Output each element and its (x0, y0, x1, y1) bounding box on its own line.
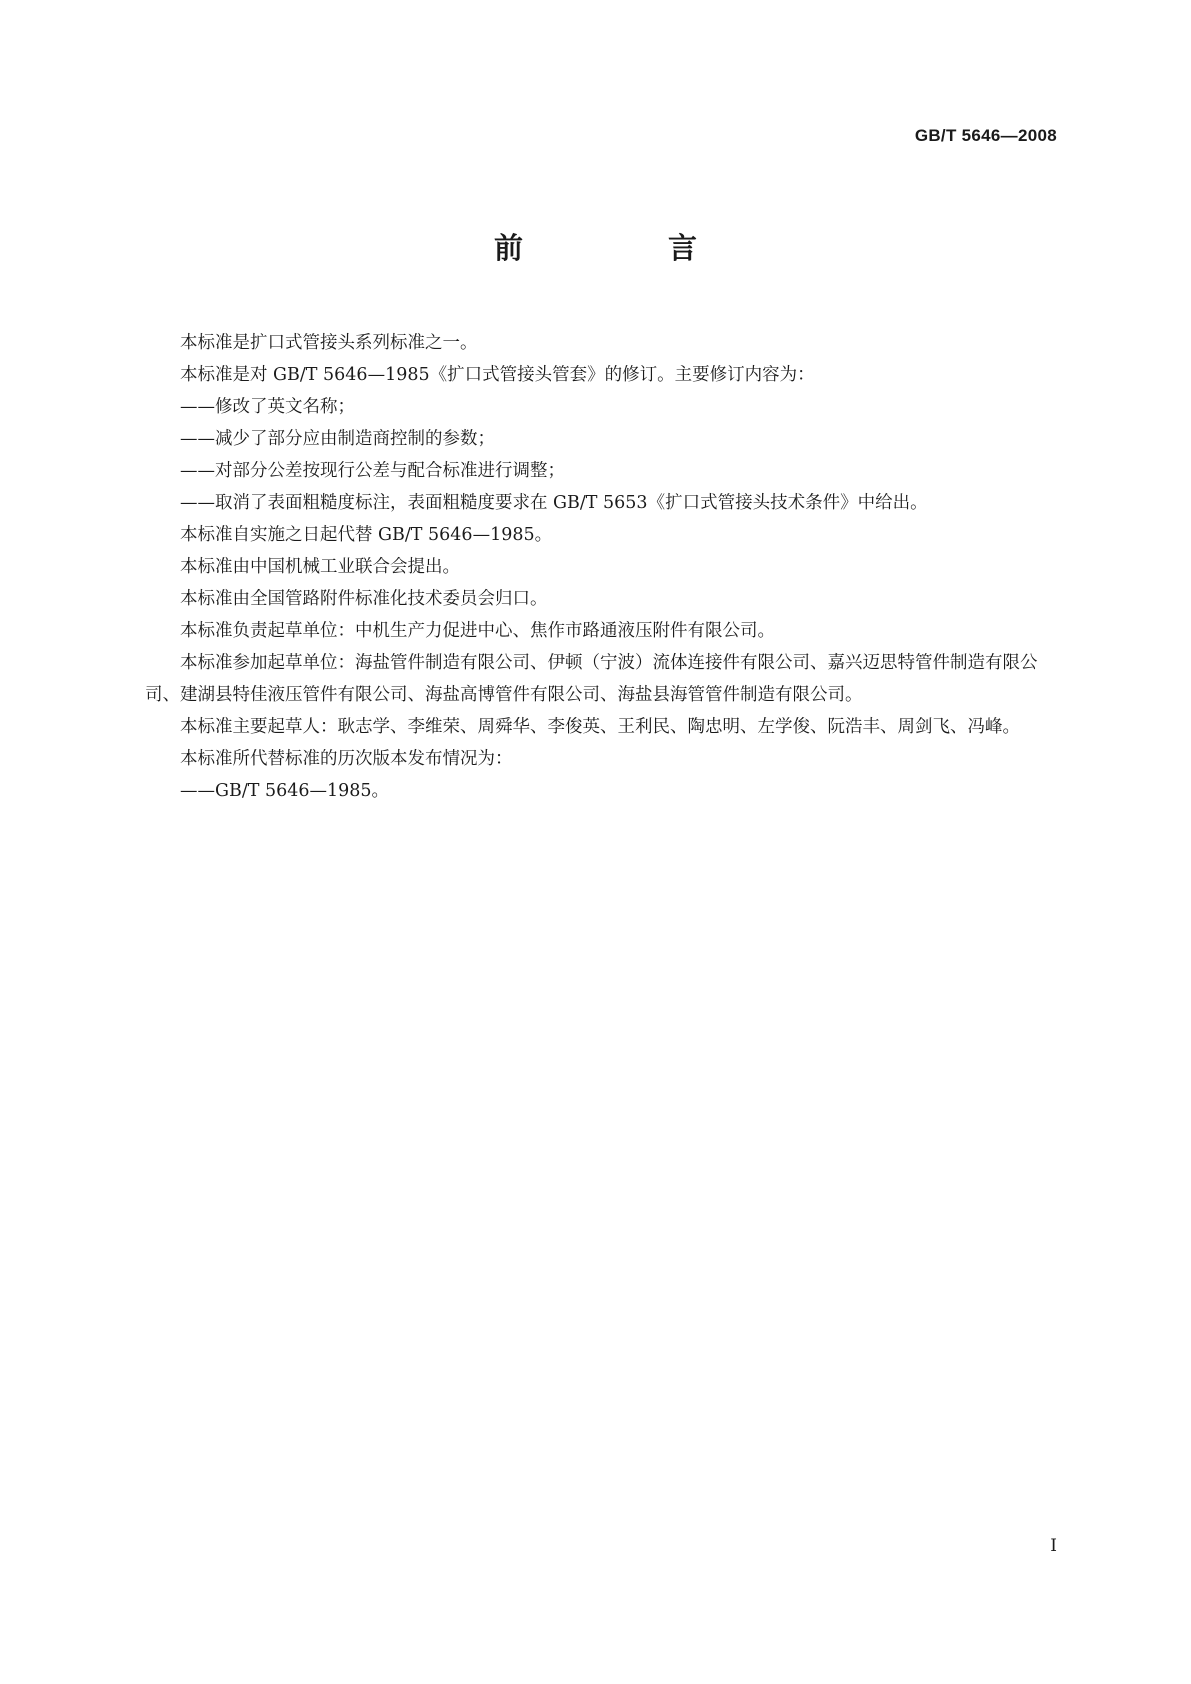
revision-item-parameters: ——减少了部分应由制造商控制的参数； (180, 429, 495, 449)
foreword-body (145, 327, 1065, 807)
paragraph-proposed-by: 本标准由中国机械工业联合会提出。 (180, 557, 460, 577)
page-title: 前 言 (493, 231, 755, 265)
paragraph-replaces: 本标准自实施之日起代替 GB/T 5646—1985。 (180, 525, 553, 545)
paragraph-history: 本标准所代替标准的历次版本发布情况为： (180, 749, 513, 769)
page-number: I (1050, 1536, 1057, 1556)
paragraph-under-jurisdiction: 本标准由全国管路附件标准化技术委员会归口。 (180, 589, 548, 609)
revision-item-tolerances: ——对部分公差按现行公差与配合标准进行调整； (180, 461, 565, 481)
standard-code: GB/T 5646—2008 (914, 126, 1057, 145)
paragraph-drafters: 本标准主要起草人：耿志学、李维荣、周舜华、李俊英、王利民、陶忠明、左学俊、阮浩丰、周剑飞、冯峰。 (180, 717, 1020, 737)
paragraph-series: 本标准是扩口式管接头系列标准之一。 (180, 333, 478, 353)
paragraph-drafting-participants: 本标准参加起草单位：海盐管件制造有限公司、伊顿（宁波）流体连接件有限公司、嘉兴迈思特管件制造有限公司、建湖县特佳液压管件有限公司、海盐高博管件有限公司、海盐县海管管件制造有限公司。 (145, 653, 1038, 705)
revision-item-english-name: ——修改了英文名称； (180, 397, 355, 417)
paragraph-drafting-lead: 本标准负责起草单位：中机生产力促进中心、焦作市路通液压附件有限公司。 (180, 621, 775, 641)
paragraph-revision: 本标准是对 GB/T 5646—1985《扩口式管接头管套》的修订。主要修订内容为： (180, 365, 815, 385)
revision-item-roughness: ——取消了表面粗糙度标注，表面粗糙度要求在 GB/T 5653《扩口式管接头技术条件》中给出。 (180, 493, 928, 513)
history-item: ——GB/T 5646—1985。 (180, 781, 390, 801)
